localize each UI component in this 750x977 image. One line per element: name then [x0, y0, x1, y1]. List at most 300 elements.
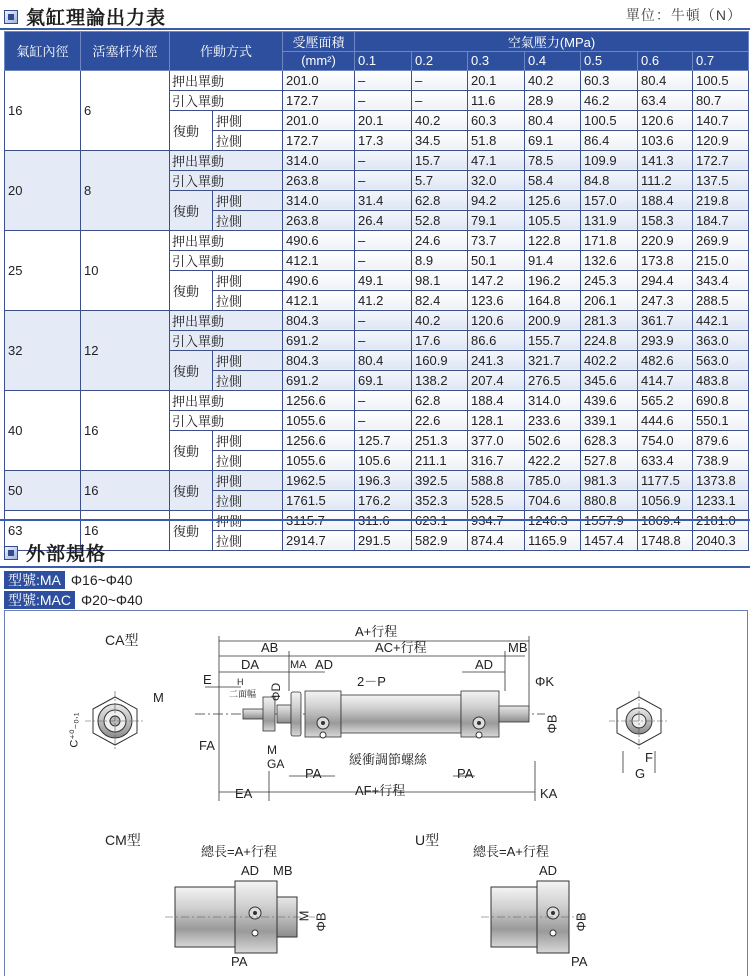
model-row-mac: [4, 591, 143, 609]
dim-phi-d: ΦD: [269, 682, 284, 702]
force-value-cell: 41.2: [355, 290, 412, 310]
force-value-cell: 171.8: [581, 230, 638, 250]
bore-cell: 63: [5, 510, 81, 550]
force-value-cell: 1457.4: [581, 530, 638, 550]
force-value-cell: 339.1: [581, 410, 638, 430]
force-value-cell: 100.5: [581, 110, 638, 130]
force-value-cell: 392.5: [412, 470, 468, 490]
action-cell: 復動: [170, 510, 213, 550]
force-value-cell: 288.5: [693, 290, 749, 310]
table-row: [5, 310, 749, 330]
area-cell: 1256.6: [283, 430, 355, 450]
bore-cell: 20: [5, 150, 81, 230]
force-value-cell: 140.7: [693, 110, 749, 130]
force-value-cell: –: [355, 390, 412, 410]
force-value-cell: 550.1: [693, 410, 749, 430]
cm-phi-b: ΦB: [313, 912, 329, 932]
side-cell: 押側: [213, 430, 283, 450]
force-value-cell: 122.8: [525, 230, 581, 250]
dim-pa: PA: [457, 766, 474, 781]
force-value-cell: 47.1: [468, 150, 525, 170]
force-value-cell: 125.7: [355, 430, 412, 450]
force-value-cell: 1748.8: [638, 530, 693, 550]
header-bore: 氣缸內徑: [5, 32, 81, 71]
dim-ab: AB: [261, 640, 279, 655]
force-value-cell: 176.2: [355, 490, 412, 510]
force-value-cell: 31.4: [355, 190, 412, 210]
force-value-cell: 132.6: [581, 250, 638, 270]
force-value-cell: 1557.9: [581, 510, 638, 530]
force-value-cell: 80.4: [525, 110, 581, 130]
force-value-cell: 343.4: [693, 270, 749, 290]
rod-cell: 16: [81, 470, 170, 510]
force-value-cell: 58.4: [525, 170, 581, 190]
force-value-cell: 79.1: [468, 210, 525, 230]
force-value-cell: 184.7: [693, 210, 749, 230]
side-cell: 拉側: [213, 450, 283, 470]
rod-cell: 16: [81, 390, 170, 470]
bore-group: [5, 470, 749, 510]
force-value-cell: 137.5: [693, 170, 749, 190]
side-cell: 押側: [213, 470, 283, 490]
area-cell: 172.7: [283, 130, 355, 150]
force-value-cell: 109.9: [581, 150, 638, 170]
u-ad: AD: [539, 863, 558, 878]
cm-ad: AD: [241, 863, 260, 878]
force-value-cell: 377.0: [468, 430, 525, 450]
force-value-cell: –: [355, 250, 412, 270]
action-cell: 引入單動: [170, 170, 283, 190]
force-value-cell: 173.8: [638, 250, 693, 270]
dim-m2: M: [267, 743, 277, 757]
header-action: 作動方式: [170, 32, 283, 71]
action-cell: 押出單動: [170, 390, 283, 410]
force-value-cell: 251.3: [412, 430, 468, 450]
force-value-cell: 281.3: [581, 310, 638, 330]
bore-group: [5, 150, 749, 230]
rod-cell: 10: [81, 230, 170, 310]
side-cell: 拉側: [213, 290, 283, 310]
area-cell: 263.8: [283, 170, 355, 190]
area-cell: 1761.5: [283, 490, 355, 510]
force-value-cell: 321.7: [525, 350, 581, 370]
force-value-cell: 5.7: [412, 170, 468, 190]
side-cell: 拉側: [213, 370, 283, 390]
force-value-cell: 17.3: [355, 130, 412, 150]
force-value-cell: 84.8: [581, 170, 638, 190]
bore-cell: 16: [5, 70, 81, 150]
force-value-cell: 527.8: [581, 450, 638, 470]
model-range: Φ16~Φ40: [70, 572, 133, 588]
force-value-cell: 17.6: [412, 330, 468, 350]
dim-ea: EA: [235, 786, 253, 801]
header-rod: 活塞杆外徑: [81, 32, 170, 71]
force-value-cell: 91.4: [525, 250, 581, 270]
rod-cell: 16: [81, 510, 170, 550]
header-pressure: 空氣壓力(MPa): [355, 32, 749, 52]
unit-label: 單位：牛頓（N）: [625, 7, 742, 23]
bore-group: [5, 230, 749, 310]
force-value-cell: –: [355, 90, 412, 110]
force-value-cell: 120.6: [638, 110, 693, 130]
dim-mb: MB: [508, 640, 528, 655]
force-table: [4, 31, 749, 551]
force-value-cell: 444.6: [638, 410, 693, 430]
force-value-cell: 131.9: [581, 210, 638, 230]
force-value-cell: 1233.1: [693, 490, 749, 510]
rod-cell: 12: [81, 310, 170, 390]
action-cell: 引入單動: [170, 330, 283, 350]
force-value-cell: 60.3: [581, 70, 638, 90]
force-value-cell: 1165.9: [525, 530, 581, 550]
bore-group: [5, 310, 749, 390]
force-value-cell: –: [355, 150, 412, 170]
dim-ga: GA: [267, 757, 285, 771]
area-cell: 1055.6: [283, 410, 355, 430]
force-value-cell: 785.0: [525, 470, 581, 490]
force-value-cell: 588.8: [468, 470, 525, 490]
force-value-cell: 32.0: [468, 170, 525, 190]
u-title: U型: [415, 832, 440, 848]
force-value-cell: 1177.5: [638, 470, 693, 490]
force-value-cell: 155.7: [525, 330, 581, 350]
force-value-cell: 188.4: [638, 190, 693, 210]
cm-title: CM型: [105, 832, 141, 848]
u-pa: PA: [571, 954, 588, 969]
force-value-cell: 158.3: [638, 210, 693, 230]
force-value-cell: 69.1: [525, 130, 581, 150]
force-value-cell: 24.6: [412, 230, 468, 250]
force-value-cell: –: [412, 70, 468, 90]
force-value-cell: 82.4: [412, 290, 468, 310]
ca-title: CA型: [105, 632, 139, 648]
model-tag: 型號:MA: [4, 571, 65, 589]
force-value-cell: 880.8: [581, 490, 638, 510]
table-row: [5, 390, 749, 410]
bore-group: [5, 510, 749, 550]
force-value-cell: 105.5: [525, 210, 581, 230]
dim-h: H: [237, 677, 244, 687]
force-value-cell: 11.6: [468, 90, 525, 110]
action-cell: 引入單動: [170, 410, 283, 430]
force-value-cell: 402.2: [581, 350, 638, 370]
force-value-cell: 160.9: [412, 350, 468, 370]
bore-cell: 32: [5, 310, 81, 390]
force-value-cell: 565.2: [638, 390, 693, 410]
side-cell: 押側: [213, 350, 283, 370]
force-value-cell: 1246.3: [525, 510, 581, 530]
force-value-cell: 138.2: [412, 370, 468, 390]
force-value-cell: 120.6: [468, 310, 525, 330]
side-cell: 拉側: [213, 130, 283, 150]
action-cell: 押出單動: [170, 310, 283, 330]
rod-cell: 8: [81, 150, 170, 230]
section-spec-header: [4, 539, 106, 566]
section-rule: [0, 28, 750, 30]
force-value-cell: 20.1: [355, 110, 412, 130]
force-value-cell: 20.1: [468, 70, 525, 90]
force-value-cell: –: [355, 330, 412, 350]
dim-f: F: [645, 750, 653, 765]
force-value-cell: 483.8: [693, 370, 749, 390]
force-value-cell: 60.3: [468, 110, 525, 130]
force-value-cell: 123.6: [468, 290, 525, 310]
section-rule: [0, 519, 750, 521]
force-value-cell: 247.3: [638, 290, 693, 310]
force-value-cell: 46.2: [581, 90, 638, 110]
force-value-cell: –: [355, 70, 412, 90]
force-value-cell: 1056.9: [638, 490, 693, 510]
force-value-cell: 233.6: [525, 410, 581, 430]
force-value-cell: 80.4: [355, 350, 412, 370]
force-value-cell: 1373.8: [693, 470, 749, 490]
table-row: [5, 150, 749, 170]
cm-pa: PA: [231, 954, 248, 969]
force-value-cell: 62.8: [412, 390, 468, 410]
force-value-cell: 105.6: [355, 450, 412, 470]
force-value-cell: 269.9: [693, 230, 749, 250]
section-title-force: 氣缸理論出力表: [26, 8, 167, 29]
force-value-cell: 502.6: [525, 430, 581, 450]
u-total-length: 總長=A+行程: [473, 844, 549, 859]
force-value-cell: 157.0: [581, 190, 638, 210]
force-value-cell: –: [412, 90, 468, 110]
bore-group: [5, 70, 749, 150]
force-value-cell: 80.4: [638, 70, 693, 90]
force-value-cell: 633.4: [638, 450, 693, 470]
force-value-cell: 22.6: [412, 410, 468, 430]
force-value-cell: 422.2: [525, 450, 581, 470]
action-cell: 復動: [170, 190, 213, 230]
bore-cell: 25: [5, 230, 81, 310]
model-row-ma: [4, 571, 133, 589]
dim-ma: MA: [290, 659, 307, 671]
action-cell: 押出單動: [170, 70, 283, 90]
area-cell: 804.3: [283, 310, 355, 330]
force-value-cell: 62.8: [412, 190, 468, 210]
side-cell: 拉側: [213, 530, 283, 550]
dim-ad: AD: [315, 657, 334, 672]
area-cell: 691.2: [283, 330, 355, 350]
dim-pa: PA: [305, 766, 322, 781]
area-cell: 691.2: [283, 370, 355, 390]
rod-cell: 6: [81, 70, 170, 150]
dim-af-stroke: AF+行程: [355, 783, 406, 798]
dim-c-tol: C⁺⁰₋₀.₁: [68, 712, 81, 748]
force-value-cell: 52.8: [412, 210, 468, 230]
force-value-cell: 345.6: [581, 370, 638, 390]
force-value-cell: 34.5: [412, 130, 468, 150]
force-value-cell: 211.1: [412, 450, 468, 470]
force-value-cell: 86.6: [468, 330, 525, 350]
dim-2p: 2－P: [357, 674, 386, 689]
force-value-cell: 40.2: [525, 70, 581, 90]
force-value-cell: –: [355, 170, 412, 190]
section-bullet-icon: [4, 546, 18, 560]
force-value-cell: 215.0: [693, 250, 749, 270]
force-value-cell: 15.7: [412, 150, 468, 170]
force-value-cell: 981.3: [581, 470, 638, 490]
dim-da: DA: [241, 657, 260, 672]
dim-m: M: [153, 690, 164, 705]
force-value-cell: 623.1: [412, 510, 468, 530]
force-value-cell: 224.8: [581, 330, 638, 350]
table-row: [5, 470, 749, 490]
side-cell: 拉側: [213, 210, 283, 230]
area-cell: 1055.6: [283, 450, 355, 470]
area-cell: 490.6: [283, 270, 355, 290]
header-pressure-value: 0.1: [355, 52, 412, 71]
force-value-cell: 80.7: [693, 90, 749, 110]
force-value-cell: 879.6: [693, 430, 749, 450]
cm-total-length: 總長=A+行程: [201, 844, 277, 859]
header-area: 受壓面積: [283, 32, 355, 52]
side-cell: 押側: [213, 270, 283, 290]
side-cell: 拉側: [213, 490, 283, 510]
force-value-cell: 196.2: [525, 270, 581, 290]
action-cell: 復動: [170, 350, 213, 390]
model-tag: 型號:MAC: [4, 591, 75, 609]
force-value-cell: 361.7: [638, 310, 693, 330]
force-value-cell: 628.3: [581, 430, 638, 450]
force-value-cell: 78.5: [525, 150, 581, 170]
force-value-cell: 219.8: [693, 190, 749, 210]
u-phi-b: ΦB: [573, 912, 589, 932]
force-value-cell: 220.9: [638, 230, 693, 250]
force-value-cell: 563.0: [693, 350, 749, 370]
force-value-cell: 111.2: [638, 170, 693, 190]
force-value-cell: 40.2: [412, 110, 468, 130]
force-value-cell: 28.9: [525, 90, 581, 110]
header-area-unit: (mm²): [283, 52, 355, 71]
dim-ad: AD: [475, 657, 494, 672]
force-value-cell: 582.9: [412, 530, 468, 550]
force-value-cell: 314.0: [525, 390, 581, 410]
force-value-cell: 128.1: [468, 410, 525, 430]
force-value-cell: 164.8: [525, 290, 581, 310]
force-value-cell: 738.9: [693, 450, 749, 470]
force-value-cell: 94.2: [468, 190, 525, 210]
action-cell: 復動: [170, 430, 213, 470]
force-value-cell: 276.5: [525, 370, 581, 390]
force-value-cell: 293.9: [638, 330, 693, 350]
force-value-cell: 291.5: [355, 530, 412, 550]
force-value-cell: 414.7: [638, 370, 693, 390]
section-title-spec: 外部規格: [26, 544, 107, 565]
area-cell: 804.3: [283, 350, 355, 370]
force-value-cell: –: [355, 410, 412, 430]
dim-a-stroke: A+行程: [355, 624, 398, 639]
force-value-cell: 874.4: [468, 530, 525, 550]
dim-fa: FA: [199, 738, 215, 753]
force-value-cell: 50.1: [468, 250, 525, 270]
force-value-cell: 206.1: [581, 290, 638, 310]
force-value-cell: 172.7: [693, 150, 749, 170]
force-value-cell: 125.6: [525, 190, 581, 210]
force-value-cell: 754.0: [638, 430, 693, 450]
dim-g: G: [635, 766, 646, 781]
header-pressure-value: 0.4: [525, 52, 581, 71]
area-cell: 412.1: [283, 250, 355, 270]
force-value-cell: 482.6: [638, 350, 693, 370]
force-value-cell: 294.4: [638, 270, 693, 290]
drawing-area: [4, 610, 748, 976]
action-cell: 押出單動: [170, 150, 283, 170]
side-cell: 押側: [213, 190, 283, 210]
action-cell: 復動: [170, 110, 213, 150]
force-value-cell: 141.3: [638, 150, 693, 170]
cm-m: M: [296, 910, 312, 922]
force-value-cell: 704.6: [525, 490, 581, 510]
force-value-cell: 200.9: [525, 310, 581, 330]
dim-phi-k: ΦK: [535, 674, 555, 689]
force-value-cell: 147.2: [468, 270, 525, 290]
dim-e: E: [203, 672, 212, 687]
table-row: [5, 70, 749, 90]
force-value-cell: 49.1: [355, 270, 412, 290]
dim-ka: KA: [540, 786, 558, 801]
header-pressure-value: 0.6: [638, 52, 693, 71]
model-range: Φ20~Φ40: [81, 592, 143, 608]
force-value-cell: 100.5: [693, 70, 749, 90]
force-value-cell: 196.3: [355, 470, 412, 490]
dim-phi-b: ΦB: [544, 714, 560, 734]
bore-cell: 50: [5, 470, 81, 510]
force-value-cell: 207.4: [468, 370, 525, 390]
force-value-cell: 120.9: [693, 130, 749, 150]
action-cell: 押出單動: [170, 230, 283, 250]
area-cell: 201.0: [283, 110, 355, 130]
force-value-cell: 73.7: [468, 230, 525, 250]
force-value-cell: 363.0: [693, 330, 749, 350]
area-cell: 314.0: [283, 150, 355, 170]
bore-cell: 40: [5, 390, 81, 470]
side-cell: 押側: [213, 110, 283, 130]
bore-group: [5, 390, 749, 470]
section-force-header: [4, 3, 166, 30]
force-value-cell: 63.4: [638, 90, 693, 110]
force-value-cell: 86.4: [581, 130, 638, 150]
header-pressure-value: 0.5: [581, 52, 638, 71]
area-cell: 263.8: [283, 210, 355, 230]
action-cell: 引入單動: [170, 250, 283, 270]
side-cell: 押側: [213, 510, 283, 530]
header-pressure-value: 0.2: [412, 52, 468, 71]
force-value-cell: 934.7: [468, 510, 525, 530]
area-cell: 1256.6: [283, 390, 355, 410]
force-value-cell: –: [355, 230, 412, 250]
force-value-cell: 245.3: [581, 270, 638, 290]
area-cell: 3115.7: [283, 510, 355, 530]
force-value-cell: 188.4: [468, 390, 525, 410]
action-cell: 復動: [170, 270, 213, 310]
force-value-cell: 439.6: [581, 390, 638, 410]
force-value-cell: 26.4: [355, 210, 412, 230]
force-value-cell: 40.2: [412, 310, 468, 330]
area-cell: 201.0: [283, 70, 355, 90]
force-value-cell: 103.6: [638, 130, 693, 150]
force-value-cell: 690.8: [693, 390, 749, 410]
area-cell: 172.7: [283, 90, 355, 110]
action-cell: 引入單動: [170, 90, 283, 110]
force-value-cell: 98.1: [412, 270, 468, 290]
header-pressure-value: 0.7: [693, 52, 749, 71]
force-value-cell: 528.5: [468, 490, 525, 510]
force-value-cell: 51.8: [468, 130, 525, 150]
cm-mb: MB: [273, 863, 293, 878]
area-cell: 1962.5: [283, 470, 355, 490]
dim-cushion: 緩衝調節螺絲: [349, 752, 428, 767]
